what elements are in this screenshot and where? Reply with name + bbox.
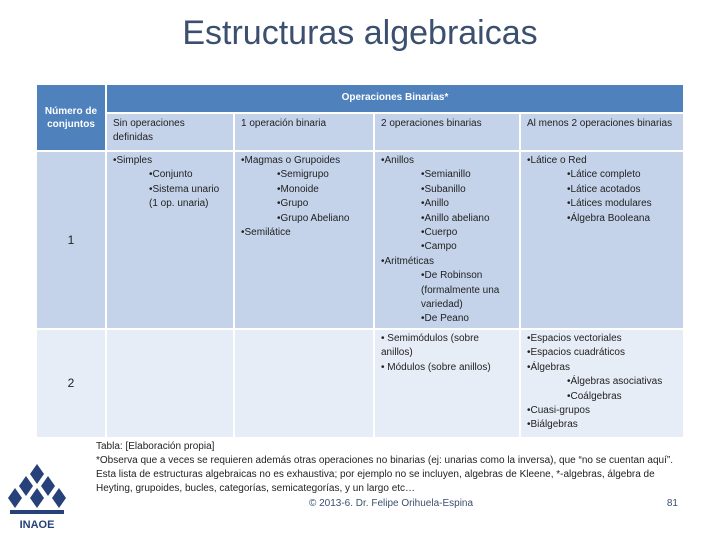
slide-title: Estructuras algebraicas (182, 14, 538, 52)
list-item: •Cuerpo (421, 227, 458, 239)
col-header-0: Sin operaciones definidas (107, 114, 233, 150)
copyright: © 2013-6. Dr. Felipe Orihuela-Espina (308, 498, 474, 509)
cell-r1-c1 (235, 152, 373, 328)
cell-r2-c2 (375, 330, 519, 437)
list-item: •Látices modulares (567, 198, 652, 210)
cell-r2-c0 (107, 330, 233, 437)
cell-r2-c3 (521, 330, 683, 437)
list-item: •Anillo abeliano (421, 212, 490, 224)
logo-text: INAOE (19, 519, 55, 531)
list-item: •Semianillo (421, 169, 471, 181)
list-item: • Semimódulos (sobre anillos) (381, 333, 479, 359)
row-label-1: 1 (37, 152, 105, 328)
list-item: •Subanillo (421, 183, 466, 195)
list-item: •Magmas o Grupoides (241, 155, 341, 166)
col-header-2: 2 operaciones binarias (375, 114, 519, 150)
list-item: •De Peano (421, 313, 469, 325)
list-item: • Módulos (sobre anillos) (381, 361, 491, 373)
list-item: •Biálgebras (527, 419, 578, 431)
ops-header: Operaciones Binarias* (107, 85, 683, 112)
slide-footer (96, 440, 686, 511)
list-item: •Anillo (421, 198, 449, 210)
list-item: •Látice o Red (527, 155, 587, 166)
list-item: •Sistema unario (1 op. unaria) (149, 183, 220, 210)
list-item: •Semilátice (241, 227, 291, 239)
list-item: •Álgebras (527, 361, 570, 373)
list-item: •Espacios vectoriales (527, 333, 622, 344)
list-item: •Álgebras asociativas (567, 376, 663, 388)
col-header-1: 1 operación binaria (235, 114, 373, 150)
list-item: •Grupo Abeliano (277, 212, 350, 224)
list-item: •Monoide (277, 183, 319, 195)
list-item: •Coálgebras (567, 390, 622, 402)
page-number: 81 (666, 498, 678, 509)
cell-r1-c3 (521, 152, 683, 328)
list-item: •Semigrupo (277, 169, 329, 181)
list-item: •Simples (113, 155, 153, 166)
list-item: •Anillos (381, 155, 414, 166)
list-item: •Conjunto (149, 169, 193, 181)
cell-r1-c2 (375, 152, 519, 328)
cell-r2-c1 (235, 330, 373, 437)
table-source: Tabla: [Elaboración propia] (96, 441, 215, 452)
list-item: •Aritméticas (381, 255, 434, 267)
list-item: •Látice acotados (567, 183, 641, 195)
list-item: •Campo (421, 241, 457, 253)
col-header-3: Al menos 2 operaciones binarias (521, 114, 683, 150)
list-item: •Cuasi-grupos (527, 405, 590, 417)
list-item: •Látice completo (567, 169, 641, 181)
row-header-label: Número de conjuntos (37, 85, 105, 150)
list-item: •Espacios cuadráticos (527, 347, 625, 359)
list-item: •Grupo (277, 198, 309, 210)
cell-r1-c0 (107, 152, 233, 328)
list-item: •De Robinson (formalmente una variedad) (421, 270, 500, 311)
row-label-2: 2 (37, 330, 105, 437)
inaoe-logo (4, 462, 70, 538)
list-item: •Álgebra Booleana (567, 212, 651, 224)
algebraic-structures-table (37, 85, 683, 437)
footnote: *Observa que a veces se requieren además otras operaciones no binarias (ej: unarias como la inversa), que “no se cuentan aquí”. Esta lista de estructuras algebraicas no es exhaustiva; por ejemplo no se incluyen, algebras de Kleene, *-algebras, álgebra de Heyting, grupoides, bucles, categorías, semicategorías, y un largo etc… (96, 455, 673, 494)
